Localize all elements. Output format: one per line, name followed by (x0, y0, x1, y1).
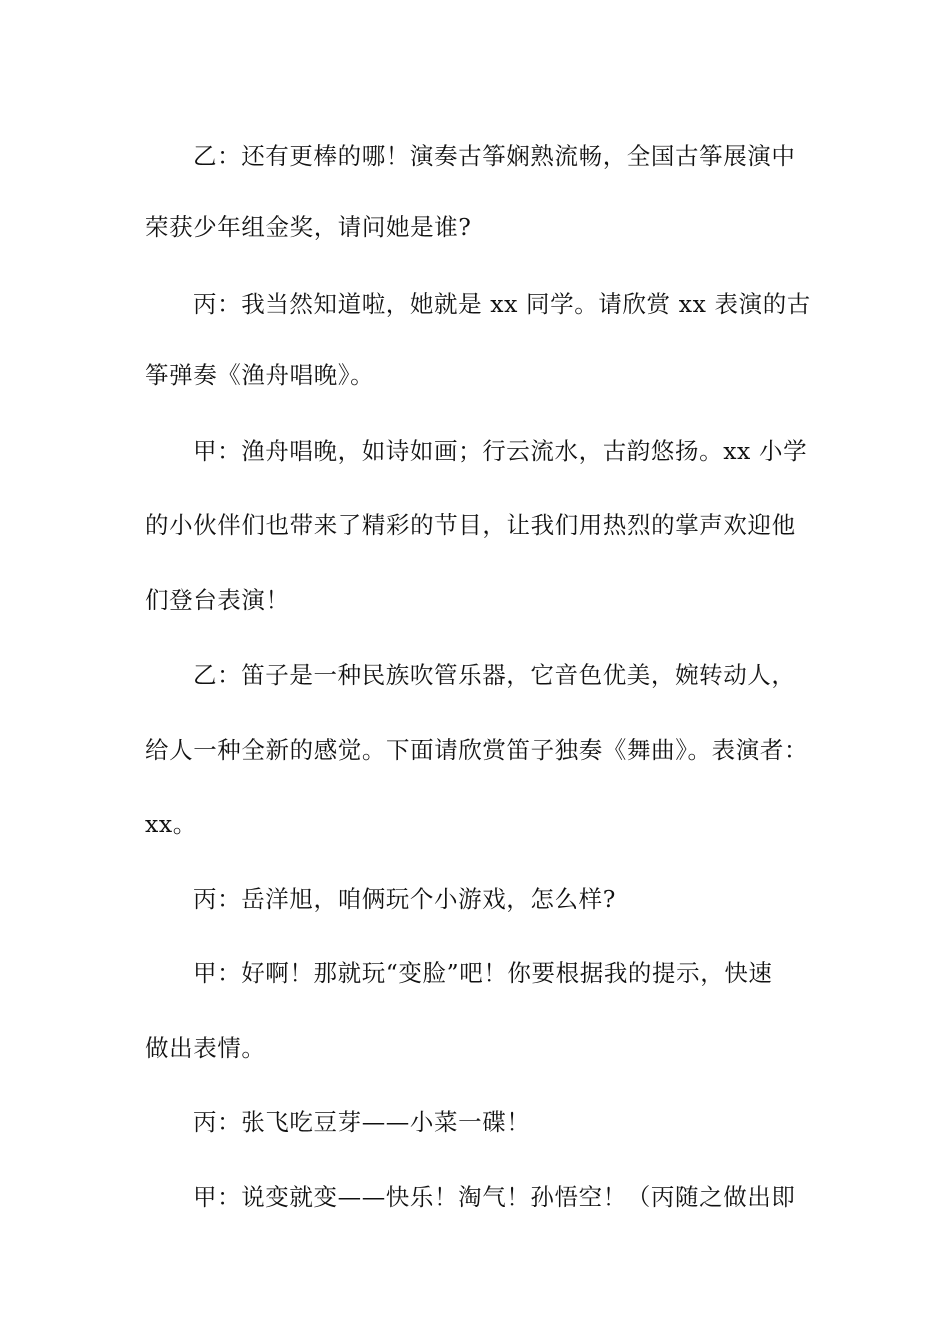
text-line-4: 筝弹奏《渔舟唱晚》。 (145, 361, 375, 389)
text-line-1: 乙：还有更棒的哪！演奏古筝娴熟流畅，全国古筝展演中 (193, 142, 796, 170)
text-line-13: 做出表情。 (145, 1034, 266, 1062)
text-line-10: xx。 (145, 810, 197, 838)
text-line-14: 丙：张飞吃豆芽——小菜一碟！ (193, 1108, 531, 1136)
text-line-8: 乙：笛子是一种民族吹管乐器，它音色优美，婉转动人， (193, 661, 796, 689)
text-line-12: 甲：好啊！那就玩“变脸”吧！你要根据我的提示，快速 (193, 959, 773, 987)
text-line-7: 们登台表演！ (145, 586, 290, 614)
text-line-5: 甲：渔舟唱晚，如诗如画；行云流水，古韵悠扬。xx 小学 (193, 437, 808, 465)
text-line-6: 的小伙伴们也带来了精彩的节目，让我们用热烈的掌声欢迎他 (145, 511, 796, 539)
text-line-9: 给人一种全新的感觉。下面请欣赏笛子独奏《舞曲》。表演者： (145, 736, 809, 764)
text-line-11: 丙：岳洋旭，咱俩玩个小游戏，怎么样? (193, 885, 616, 913)
text-line-2: 荣获少年组金奖，请问她是谁? (145, 213, 472, 241)
text-line-3: 丙：我当然知道啦，她就是 xx 同学。请欣赏 xx 表演的古 (193, 290, 811, 318)
text-line-15: 甲：说变就变——快乐！淘气！孙悟空！（丙随之做出即 (193, 1183, 796, 1211)
